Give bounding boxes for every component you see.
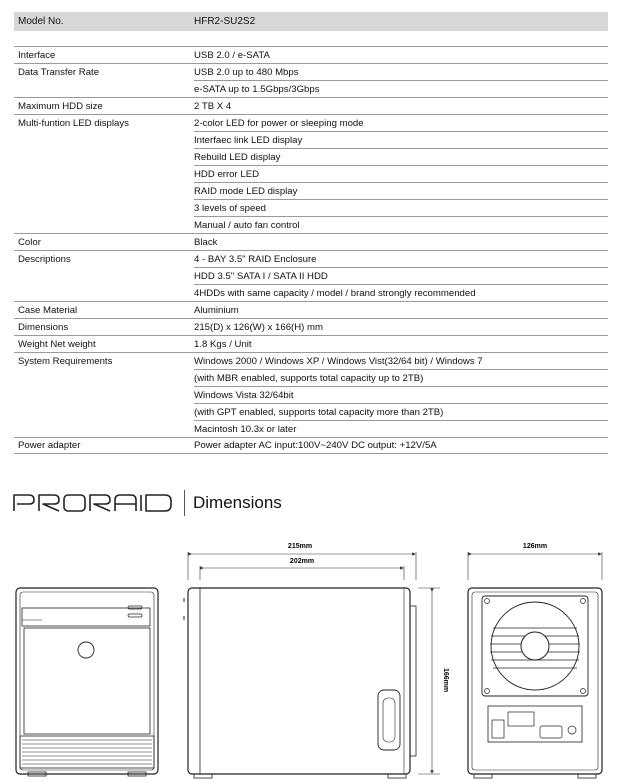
spec-row <box>14 148 608 165</box>
spec-row <box>14 46 608 63</box>
brand-heading <box>12 490 282 516</box>
spec-value: 4HDDs with same capacity / model / brand strongly recommended <box>194 284 608 301</box>
spec-value: 1.8 Kgs / Unit <box>194 338 252 350</box>
spec-row <box>14 216 608 233</box>
back-view-drawing <box>468 588 602 778</box>
spec-value: Aluminium <box>194 304 239 316</box>
dimension-drawings <box>0 530 629 782</box>
spec-row <box>14 267 608 284</box>
spec-label <box>14 182 194 199</box>
inner-depth-label: 202mm <box>289 558 315 565</box>
spec-row <box>14 369 608 386</box>
spec-row <box>14 233 608 250</box>
spec-row <box>14 352 608 369</box>
spec-label: Weight Net weight <box>18 338 96 350</box>
spec-label <box>14 131 194 148</box>
spec-value: HDD error LED <box>194 165 608 182</box>
spec-label <box>14 386 194 403</box>
spec-value: Windows Vista 32/64bit <box>194 386 608 403</box>
spec-label: Dimensions <box>18 321 69 333</box>
spec-label <box>14 165 194 182</box>
spec-value: Manual / auto fan control <box>194 216 608 233</box>
spec-label <box>14 403 194 420</box>
spec-row <box>14 437 608 454</box>
spec-value: Black <box>194 236 218 248</box>
spec-label <box>14 369 194 386</box>
brand-divider <box>184 490 185 516</box>
proraid-logo <box>12 492 174 514</box>
width-label: 126mm <box>522 543 548 550</box>
spec-row <box>14 131 608 148</box>
spec-row <box>14 301 608 318</box>
side-view-drawing <box>184 588 416 778</box>
spec-row <box>14 284 608 301</box>
spec-value: Rebuild LED display <box>194 148 608 165</box>
section-title: Dimensions <box>193 493 282 512</box>
spec-value: USB 2.0 / e-SATA <box>194 49 270 61</box>
spec-value: Interfaec link LED display <box>194 131 608 148</box>
spec-label <box>14 80 194 97</box>
spec-label: Case Material <box>18 304 78 316</box>
depth-label: 215mm <box>287 543 313 550</box>
spec-row <box>14 403 608 420</box>
spec-table <box>14 12 608 454</box>
spec-row <box>14 386 608 403</box>
spec-label <box>14 148 194 165</box>
spec-value: RAID mode LED display <box>194 182 608 199</box>
spec-row <box>14 250 608 267</box>
spec-row <box>14 80 608 97</box>
spec-label <box>14 420 194 437</box>
spec-value: e-SATA up to 1.5Gbps/3Gbps <box>194 80 608 97</box>
spec-label: System Requirements <box>18 355 113 367</box>
spec-label: Multi-funtion LED displays <box>18 117 129 129</box>
spec-row <box>14 182 608 199</box>
spec-value: (with MBR enabled, supports total capacity up to 2TB) <box>194 369 608 386</box>
spec-label <box>14 267 194 284</box>
spec-label <box>14 199 194 216</box>
spec-value: HDD 3.5" SATA I / SATA II HDD <box>194 267 608 284</box>
spec-header-row <box>14 12 608 31</box>
spec-row <box>14 97 608 114</box>
spec-label: Maximum HDD size <box>18 100 103 112</box>
spec-value: 2 TB X 4 <box>194 100 232 112</box>
spec-row <box>14 420 608 437</box>
spec-row <box>14 318 608 335</box>
spec-label <box>14 216 194 233</box>
spec-value: 3 levels of speed <box>194 199 608 216</box>
spec-label: Color <box>18 236 41 248</box>
spec-value: USB 2.0 up to 480 Mbps <box>194 66 299 78</box>
spec-label: Power adapter <box>18 440 81 451</box>
spec-row <box>14 63 608 80</box>
front-view-drawing <box>16 588 158 776</box>
height-label: 166mm <box>442 667 449 693</box>
spec-value: Windows 2000 / Windows XP / Windows Vist(32/64 bit) / Windows 7 <box>194 355 483 367</box>
spec-label: Data Transfer Rate <box>18 66 100 78</box>
spec-label: Interface <box>18 49 56 61</box>
header-label: Model No. <box>18 16 64 27</box>
spec-row <box>14 165 608 182</box>
spec-value: 215(D) x 126(W) x 166(H) mm <box>194 321 324 333</box>
spec-row <box>14 335 608 352</box>
spec-label <box>14 284 194 301</box>
spec-row <box>14 114 608 131</box>
spec-value: Power adapter AC input:100V~240V DC output: +12V/5A <box>194 440 437 451</box>
spec-value: 4 - BAY 3.5" RAID Enclosure <box>194 253 317 265</box>
header-value: HFR2-SU2S2 <box>194 16 256 27</box>
spec-value: Macintosh 10.3x or later <box>194 420 608 437</box>
spec-rows <box>14 46 608 454</box>
spec-label: Descriptions <box>18 253 71 265</box>
spec-value: 2-color LED for power or sleeping mode <box>194 117 364 129</box>
spec-value: (with GPT enabled, supports total capacity more than 2TB) <box>194 403 608 420</box>
spec-row <box>14 199 608 216</box>
